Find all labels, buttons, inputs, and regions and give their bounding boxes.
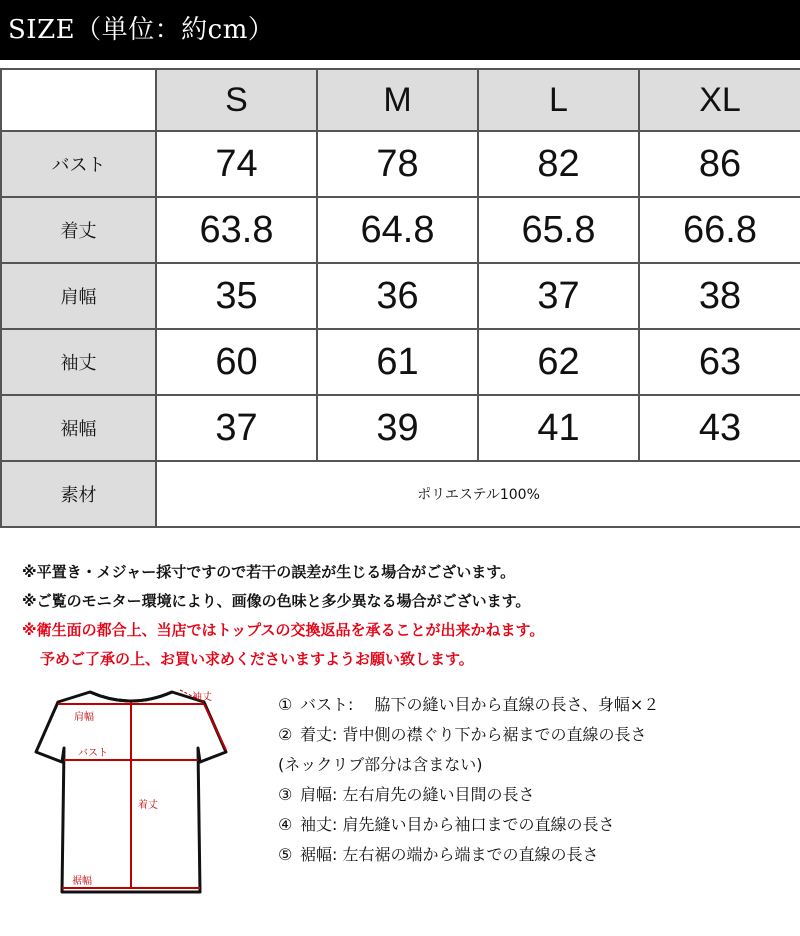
value-cell: 66.8 [639, 197, 800, 263]
row-label: 裾幅 [1, 395, 156, 461]
note-no-return: ※衛生面の都合上、当店ではトップスの交換返品を承ることが出来かねます。 [22, 621, 545, 639]
legend-text: (ネックリブ部分は含まない) [278, 755, 483, 774]
value-cell: 35 [156, 263, 317, 329]
value-cell: 65.8 [478, 197, 639, 263]
legend-number: ⑤ [278, 845, 293, 864]
legend-number: ① [278, 695, 293, 714]
row-label: 袖丈 [1, 329, 156, 395]
notes [22, 558, 544, 674]
legend-text: バスト: 脇下の縫い目から直線の長さ、身幅×２ [300, 695, 660, 714]
row-bust [1, 131, 800, 197]
legend-item-bust [278, 690, 659, 720]
value-cell: 64.8 [317, 197, 478, 263]
legend-item-hem [278, 840, 659, 870]
note-measurement: ※平置き・メジャー採寸ですので若干の誤差が生じる場合がございます。 [22, 563, 516, 581]
row-material [1, 461, 800, 527]
note-monitor: ※ご覧のモニター環境により、画像の色味と多少異なる場合がございます。 [22, 592, 531, 610]
size-header-xl: XL [639, 69, 800, 131]
legend-item-length-note [278, 750, 659, 780]
legend-number: ② [278, 725, 293, 744]
value-cell: 37 [478, 263, 639, 329]
legend-text: 袖丈: 肩先縫い目から袖口までの直線の長さ [300, 815, 615, 834]
diagram-label-length: 着丈 [138, 800, 158, 811]
size-header-s: S [156, 69, 317, 131]
diagram-label-shoulder: 肩幅 [74, 712, 94, 723]
legend-item-sleeve [278, 810, 659, 840]
material-value: ポリエステル100% [156, 461, 800, 527]
corner-cell [1, 69, 156, 131]
legend-text: 裾幅: 左右裾の端から端までの直線の長さ [300, 845, 599, 864]
value-cell: 62 [478, 329, 639, 395]
value-cell: 78 [317, 131, 478, 197]
value-cell: 74 [156, 131, 317, 197]
diagram-label-sleeve: 袖丈 [192, 692, 212, 703]
value-cell: 86 [639, 131, 800, 197]
legend-number: ④ [278, 815, 293, 834]
row-hem [1, 395, 800, 461]
row-label: 肩幅 [1, 263, 156, 329]
legend-number: ③ [278, 785, 293, 804]
row-length [1, 197, 800, 263]
legend-item-shoulder [278, 780, 659, 810]
tshirt-diagram [18, 682, 250, 908]
row-label: 着丈 [1, 197, 156, 263]
size-header-m: M [317, 69, 478, 131]
material-label: 素材 [1, 461, 156, 527]
size-table [0, 68, 800, 528]
size-header-l: L [478, 69, 639, 131]
row-label: バスト [1, 131, 156, 197]
size-header-row [1, 69, 800, 131]
value-cell: 60 [156, 329, 317, 395]
diagram-label-hem: 裾幅 [72, 876, 92, 887]
legend-text: 肩幅: 左右肩先の縫い目間の長さ [300, 785, 535, 804]
row-sleeve [1, 329, 800, 395]
value-cell: 61 [317, 329, 478, 395]
value-cell: 63 [639, 329, 800, 395]
measurement-legend [278, 690, 659, 870]
value-cell: 37 [156, 395, 317, 461]
size-title: SIZE（単位：約cm） [0, 0, 800, 60]
note-acknowledge: 予めご了承の上、お買い求めくださいますようお願い致します。 [40, 650, 474, 668]
value-cell: 43 [639, 395, 800, 461]
value-cell: 63.8 [156, 197, 317, 263]
row-shoulder [1, 263, 800, 329]
value-cell: 36 [317, 263, 478, 329]
legend-text: 着丈: 背中側の襟ぐり下から裾までの直線の長さ [300, 725, 647, 744]
value-cell: 82 [478, 131, 639, 197]
legend-item-length [278, 720, 659, 750]
diagram-label-bust: バスト [78, 748, 108, 759]
value-cell: 38 [639, 263, 800, 329]
value-cell: 39 [317, 395, 478, 461]
value-cell: 41 [478, 395, 639, 461]
